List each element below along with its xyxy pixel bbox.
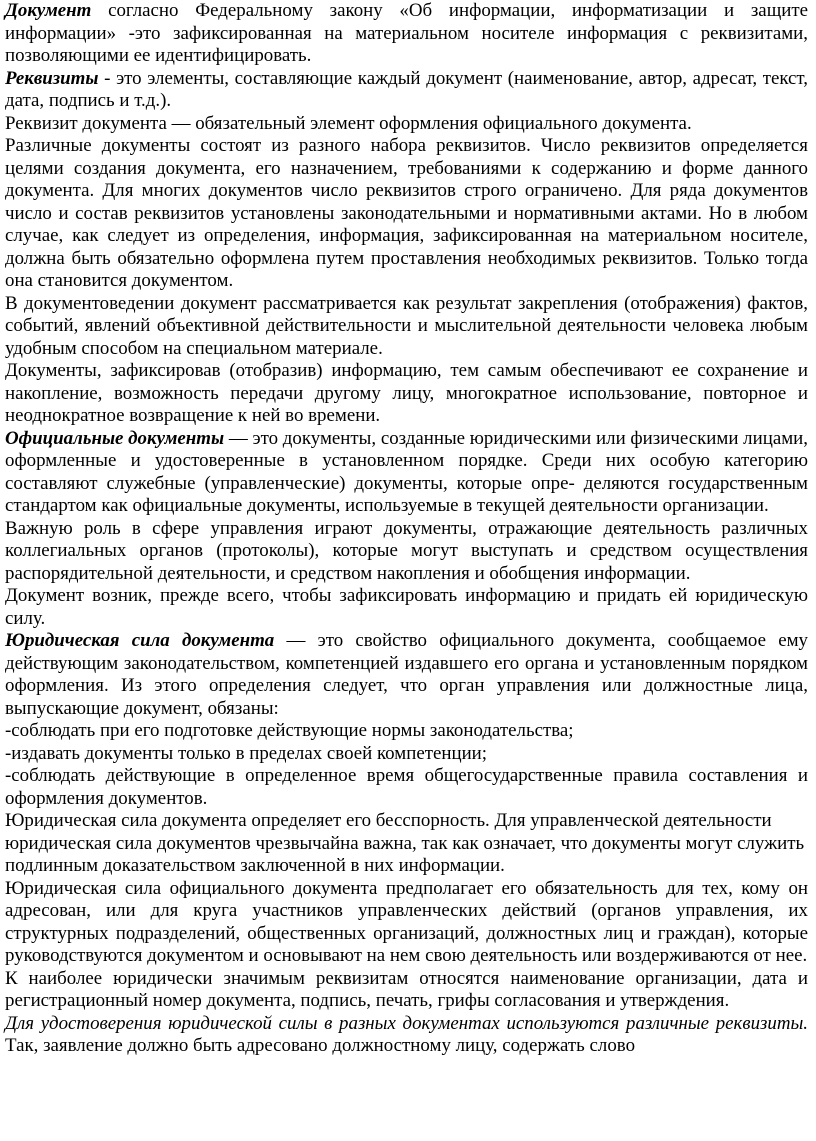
list-item: -соблюдать действующие в определенное время общегосударственные правила составления и оформления документов. [5,765,808,809]
list-item: -издавать документы только в пределах своей компетенции; [5,742,488,764]
list-item: -соблюдать при его подготовке действующие нормы законодательства; [5,720,574,741]
paragraph-text: Так, заявление должно быть адресовано должностному лицу, содержать слово [5,1035,636,1056]
paragraph-text: — это документы, созданные юридическими или физическими лицами, оформленные и удостоверенные в установленном порядке. Среди них особую категорию составляют служебные (управленческие) документы, которые опре- деляются государственным стандартом как официальные документы, используемые в текущей деятельности организации. [5,427,808,516]
term-document: Документ [5,0,92,21]
paragraph-document-definition [5,0,808,68]
paragraph-requisite-sets: Различные документы состоят из разного набора реквизитов. Число реквизитов определяется целями создания документа, его назначением, требованиями к содержанию и форме данного документа. Для многих документов число реквизитов строго ограничено. Для ряда документов число и состав реквизитов установлены законодательными и нормативными актами. Но в любом случае, как следует из определения, информация, зафиксированная на материальном носителе, должна быть обязательно оформлена путем проставления необходимых реквизитов. Только тогда она становится документом. [5,135,808,291]
paragraph-collegial-documents: Важную роль в сфере управления играют документы, отражающие деятельность различных коллегиальных органов (протоколы), которые могут выступать и средством осуществления распорядительной деятельности, и средством накопления и обобщения информации. [5,517,808,584]
paragraph-documentation-science: В документоведении документ рассматривается как результат закрепления (отображения) фактов, событий, явлений объективной действительности и мыслительной деятельности человека любым удобным способом на специальном материале. [5,292,808,359]
paragraph-legal-force-indisputability: Юридическая сила документа определяет его бесспорность. Для управленческой деятельности юридическая сила документов чрезвычайна важна, так как означает, что документы могут служить подлинным доказательством заключенной в них информации. [5,810,805,876]
term-official-documents: Официальные документы [5,427,225,449]
paragraph-legal-force-obligation: Юридическая сила официального документа предполагает его обязательность для тех, кому он адресован, или для круга участников управленческих действий (органов управления, их структурных подразделений, общественных организаций, должностных лиц и граждан), которые руководствуются документом и основывают на нем свою деятельность или воздерживаются от нее. [5,877,808,966]
paragraph-text: согласно Федеральному закону «Об информации, информатизации и защите информации» -это зафиксированная на материальном носителе информация с реквизитами, позволяющими ее идентифицировать. [5,0,808,66]
paragraph-requisite-usage [5,1013,808,1058]
paragraph-requisite-element: Реквизит документа — обязательный элемент оформления официального документа. [5,112,692,134]
term-requisites: Реквизиты [5,67,99,89]
term-legal-force: Юридическая сила документа [5,630,275,651]
paragraph-text: - это элементы, составляющие каждый документ (наименование, автор, адресат, текст, дата, подпись и т.д.). [5,67,808,111]
paragraph-legal-force [5,630,808,720]
paragraph-document-functions: Документы, зафиксировав (отобразив) информацию, тем самым обеспечивают ее сохранение и накопление, возможность передачи другому лицу, многократное использование, повторное и неоднократное возвращение к ней во времени. [5,360,808,426]
paragraph-significant-requisites: К наиболее юридически значимым реквизитам относятся наименование организации, дата и регистрационный номер документа, подпись, печать, грифы согласования и утверждения. [5,967,808,1011]
paragraph-text: — это свойство официального документа, сообщаемое ему действующим законодательством, компетенцией издавшего его органа и установленным порядком оформления. Из этого определения следует, что орган управления или должностные лица, выпускающие документ, обязаны: [5,630,808,719]
paragraph-document-purpose: Документ возник, прежде всего, чтобы зафиксировать информацию и придать ей юридическую силу. [5,585,808,629]
italic-statement: Для удостоверения юридической силы в разных документах используются различные реквизиты. [5,1012,808,1034]
paragraph-official-documents [5,428,808,518]
paragraph-requisites-definition [5,68,808,113]
